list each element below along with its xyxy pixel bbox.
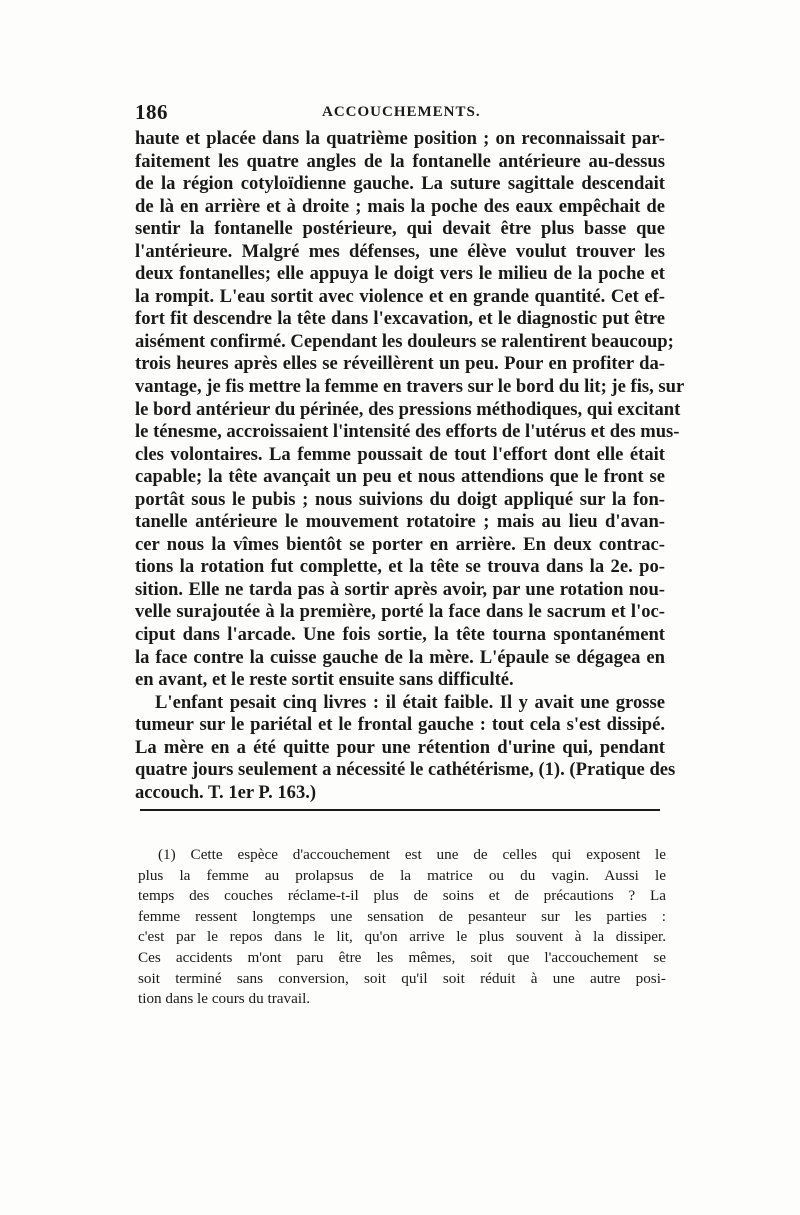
text-line: cer nous la vîmes bientôt se porter en arrière. En deux contrac- [135,533,665,555]
text-line: La mère en a été quitte pour une rétention d'urine qui, pendant [135,736,665,758]
page-number: 186 [135,100,168,124]
text-line: quatre jours seulement a nécessité le cathétérisme, (1). (Pratique des [135,759,676,781]
footnote-line: (1) Cette espèce d'accouchement est une de celles qui exposent le [158,846,666,863]
footnote-line: femme ressent longtemps une sensation de pesanteur sur les parties : [138,907,666,925]
footnote-separator [140,809,660,811]
text-line: capable; la tête avançait un peu et nous attendions que le front se [135,466,665,488]
text-line: la rompit. L'eau sortit avec violence et en grande quantité. Cet ef- [135,285,665,307]
text-line: L'enfant pesait cinq livres : il était faible. Il y avait une grosse [155,691,665,713]
text-line: sentir la fontanelle postérieure, qui devait être plus basse que [135,218,665,240]
text-line: faitement les quatre angles de la fontanelle antérieure au-dessus [135,150,665,172]
text-line: trois heures après elles se réveillèrent un peu. Pour en profiter da- [135,353,665,375]
main-text [135,128,685,804]
footnote-line: temps des couches réclame-t-il plus de soins et de précautions ? La [138,887,666,905]
text-line: cles volontaires. La femme poussait de tout l'effort dont elle était [135,443,665,465]
text-line: sition. Elle ne tarda pas à sortir après avoir, par une rotation nou- [135,578,665,600]
footnote-line: c'est par le repos dans le lit, qu'on arrive le plus souvent à la dissiper. [138,928,666,946]
text-line: accouch. T. 1er P. 163.) [135,781,317,803]
text-line: tions la rotation fut complette, et la tête se trouva dans la 2e. po- [135,556,665,578]
running-title: ACCOUCHEMENTS. [322,104,481,120]
text-line: vantage, je fis mettre la femme en travers sur le bord du lit; je fis, sur [135,376,685,398]
footnote-line: Ces accidents m'ont paru être les mêmes, soit que l'accouchement se [138,948,666,966]
text-line: le bord antérieur du périnée, des pressions méthodiques, qui excitant [135,398,681,420]
footnote-line: tion dans le cours du travail. [138,990,311,1008]
footnote [138,845,666,1010]
text-line: le ténesme, accroissaient l'intensité des efforts de l'utérus et des mus- [135,421,680,443]
text-line: ciput dans l'arcade. Une fois sortie, la tête tourna spontanément [135,624,665,646]
footnote-line: plus la femme au prolapsus de la matrice ou du vagin. Aussi le [138,866,666,884]
text-line: la face contre la cuisse gauche de la mère. L'épaule se dégagea en [135,646,665,668]
text-line: tumeur sur le pariétal et le frontal gauche : tout cela s'est dissipé. [135,714,665,736]
text-line: velle surajoutée à la première, porté la face dans le sacrum et l'oc- [135,601,665,623]
text-line: portât sous le pubis ; nous suivions du doigt appliqué sur la fon- [135,488,665,510]
page-header [135,100,665,126]
text-line: deux fontanelles; elle appuya le doigt vers le milieu de la poche et [135,263,665,285]
text-line: tanelle antérieure le mouvement rotatoire ; mais au lieu d'avan- [135,511,665,533]
text-line: haute et placée dans la quatrième position ; on reconnaissait par- [135,128,665,149]
text-line: aisément confirmé. Cependant les douleurs se ralentirent beaucoup; [135,330,674,352]
text-line: de la région cotyloïdienne gauche. La suture sagittale descendait [135,173,665,195]
text-line: fort fit descendre la tête dans l'excavation, et le diagnostic put être [135,308,665,330]
text-line: l'antérieure. Malgré mes défenses, une élève voulut trouver les [135,240,665,262]
text-line: en avant, et le reste sortit ensuite sans difficulté. [135,669,514,691]
text-line: de là en arrière et à droite ; mais la poche des eaux empêchait de [135,195,665,217]
footnote-line: soit terminé sans conversion, soit qu'il soit réduit à une autre posi- [138,969,666,987]
